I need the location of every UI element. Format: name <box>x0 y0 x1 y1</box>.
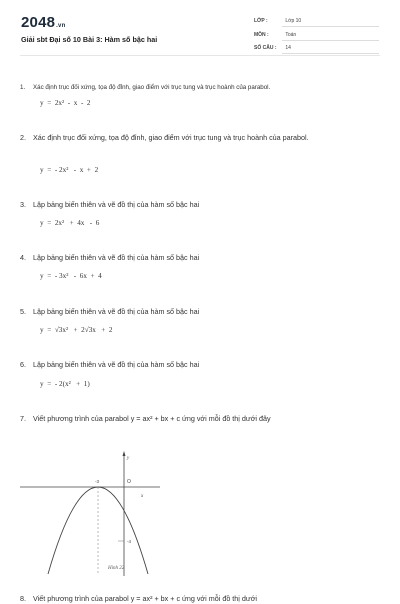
question-5 <box>20 306 380 317</box>
question-3-formula: y = 2x² + 4x - 6 <box>40 219 100 227</box>
question-6-formula: y = - 2(x² + 1) <box>40 380 90 388</box>
question-5-formula: y = √3x² + 2√3x + 2 <box>40 326 113 334</box>
brand-suffix: .vn <box>56 23 66 29</box>
question-4-formula: y = - 3x² - 6x + 4 <box>40 272 102 280</box>
meta-value: Toán <box>285 32 297 38</box>
question-text: Viết phương trình của parabol y = ax² + bx + c ứng với mỗi đồ thị dưới <box>33 594 258 603</box>
question-text: Lập bảng biến thiên và vẽ đồ thị của hàm số bậc hai <box>33 253 200 262</box>
question-number: 1. <box>20 84 26 91</box>
question-text: Lập bảng biến thiên và vẽ đồ thị của hàm số bậc hai <box>33 360 200 369</box>
question-number: 8. <box>20 594 26 603</box>
y-intercept-label: -4 <box>127 539 132 544</box>
x-axis-label: x <box>141 494 144 499</box>
question-number: 6. <box>20 360 26 369</box>
question-number: 7. <box>20 414 26 423</box>
question-7 <box>20 413 380 424</box>
meta-row-class <box>254 18 379 24</box>
question-number: 5. <box>20 307 26 316</box>
figure-caption: Hình 22 <box>108 566 125 571</box>
question-text: Xác định trục đối xứng, tọa độ đỉnh, giao điểm với trục tung và trục hoành của parabol. <box>33 133 309 142</box>
question-number: 2. <box>20 133 26 142</box>
question-2 <box>20 132 380 143</box>
question-1 <box>20 82 380 93</box>
question-4 <box>20 252 380 263</box>
y-axis-label: y <box>127 456 130 461</box>
question-6 <box>20 359 380 370</box>
page-title: Giải sbt Đại số 10 Bài 3: Hàm số bậc hai <box>21 35 158 44</box>
question-8 <box>20 593 380 604</box>
meta-row-subject <box>254 32 379 38</box>
meta-label: SỐ CÂU : <box>254 45 277 51</box>
question-text: Xác định trục đối xứng, tọa độ đỉnh, giao điểm với trục tung và trục hoành của parabol. <box>33 84 271 91</box>
meta-row-count <box>254 45 379 51</box>
meta-value: 14 <box>285 45 291 51</box>
question-number: 4. <box>20 253 26 262</box>
question-text: Lập bảng biến thiên và vẽ đồ thị của hàm số bậc hai <box>33 200 200 209</box>
question-number: 3. <box>20 200 26 209</box>
brand-name: 2048 <box>21 14 56 31</box>
brand-logo <box>21 14 65 31</box>
y-axis-arrow <box>123 451 126 456</box>
meta-label: MÔN : <box>254 32 269 38</box>
question-3 <box>20 199 380 210</box>
meta-label: LỚP : <box>254 18 268 24</box>
parabola-graph <box>20 446 160 576</box>
meta-value: Lớp 10 <box>285 18 302 24</box>
question-text: Lập bảng biến thiên và vẽ đồ thị của hàm số bậc hai <box>33 307 200 316</box>
origin-label: O <box>127 479 131 485</box>
vertex-x-label: -3 <box>95 479 100 484</box>
header-divider <box>20 55 380 56</box>
question-2-formula: y = - 2x² - x + 2 <box>40 166 99 174</box>
question-text: Viết phương trình của parabol y = ax² + bx + c ứng với mỗi đồ thị dưới đây <box>33 414 271 423</box>
question-1-formula: y = 2x² - x - 2 <box>40 99 91 107</box>
